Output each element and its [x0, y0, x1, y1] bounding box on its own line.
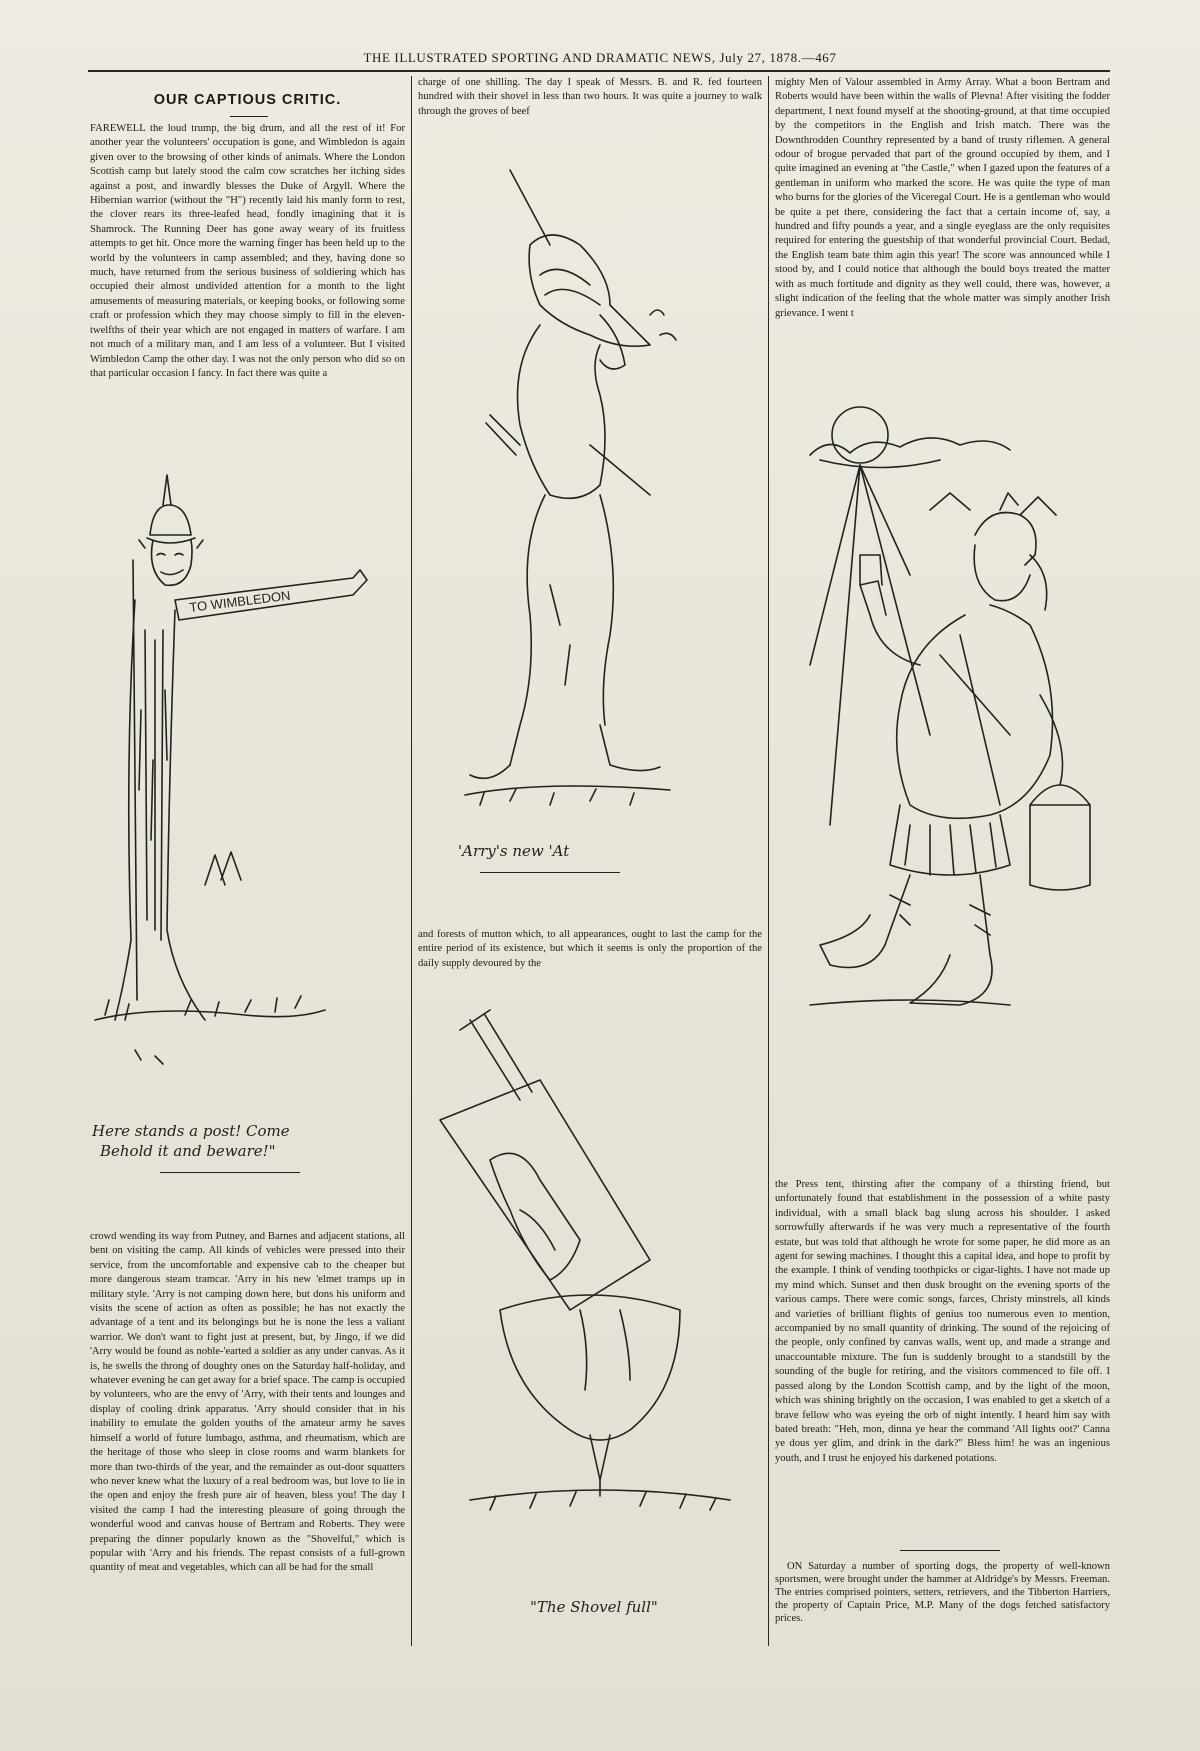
caption-arry: 'Arry's new 'At	[458, 842, 570, 860]
column-3-top-text	[775, 76, 1110, 321]
paragraph: the Press tent, thirsting after the company of a thirsting friend, but unfortunately found that establishment in the possession of a white pasty individual, with a small black bag slung across his shoulder. I asked sorrowfully afterwards if he was very much a representative of the fourth estate, but was told that although he wrote for some paper, he did more as an agent for sewing machines. I thought this a capital idea, and hope to profit by the example. I think of vending toothpicks or cigar-lights. I have not made up my mind which. Sunset and then dusk brought on the evening sports of the various camps. There were comic songs, farces, Christy minstrels, all kinds and varieties of brilliant flights of genius too numerous even to mention, accompanied by no small quantity of drinking. The sound of the rejoicing of the people, only confined by canvas walls, went up, and made a strange and unaccountable mixture. The fun is suddenly brought to a standstill by the sounding of the bugle for retiring, and the visitors commenced to file off. I passed along by the London Scottish camp, and by the light of the moon, which was shining brightly on the occasion, I was enabled to get a sketch of a brave fellow who was eyeing the orb of night intently. I heard him say with bated breath: "Heh, mon, dinna ye hear the command 'All lights oot?' Canna ye dous yer glim, and drink in the dark?" Bless him! he was an ingenious youth, and I trust he enjoyed his darkened potations.	[775, 1179, 1110, 1464]
column-1-top-text	[90, 122, 405, 381]
column-2-top-text	[418, 76, 762, 119]
caption-post-line-1: Here stands a post! Come	[92, 1122, 290, 1140]
article-title: OUR CAPTIOUS CRITIC.	[153, 92, 342, 108]
caption-rule	[480, 872, 620, 873]
section-rule	[900, 1550, 1000, 1551]
paragraph: FAREWELL the loud trump, the big drum, and all the rest of it! For another year the volunteers' occupation is gone, and Wimbledon is again given over to the browsing of other kinds of animals. Where the London Scottish camp but lately stood the calm cow scratches her itching sides against a post, and inwardly blesses the Duke of Argyll. Where the Hibernian warrior (without the "H") recently laid his manly form to rest, the clover rears its three-leafed head, fondly imagining that it is Shamrock. The Running Deer has gone away weary of its fruitless attempts to get hit. Once more the warning finger has been held up to the world by the volunteers in camp assembled; and they, having done so much, have returned from the serious business of soldiering which has occupied their almost undivided attention for a month to the light amusements of measuring materials, or keeping books, or following some craft or profession which they may choose simply to fill in the eleven-twelfths of their year which are not engaged in matters of warfare. I am not much of a military man, and I am less of a volunteer. But I visited Wimbledon Camp the other day. I was not the only person who did so on that particular occasion I fancy. In fact there was quite a	[90, 123, 405, 379]
column-divider-2	[768, 76, 769, 1646]
caption-post-line-2: Behold it and beware!"	[100, 1142, 276, 1160]
masthead: THE ILLUSTRATED SPORTING AND DRAMATIC NEWS, July 27, 1878.—467	[363, 50, 837, 65]
paragraph: mighty Men of Valour assembled in Army Array. What a boon Bertram and Roberts would have been within the walls of Plevna! After visiting the fodder department, I next found myself at the shooting-ground, at that time occupied by the competitors in the English and Irish match. There was the Downthrodden Counthry represented by a band of trusty riflemen. A general odour of brogue pervaded that part of the ground occupied by them, and I quite imagined an evening at "the Castle," when I gazed upon the features of a gentleman in uniform who marked the score. He was quite the type of man who burns for the glories of the Viceregal Court. He is a gentleman who would be quite a pet there, considering the fact that a certain income of, say, a hundred and fifty pounds a year, and a single eyeglass are the only requisites required for entering the guestship of that wonderful provincial Court. Bedad, the English team bate thim agin this year! The score was announced while I stood by, and I could notice that although the bould boys treated the matter with as much fortitude and dignity as they well could, there was, however, a slight indication of the feeling that the whole matter was simply another Irish grievance. I went t	[775, 77, 1110, 319]
column-1-bottom-text	[90, 1230, 405, 1576]
column-3-bottom-text	[775, 1178, 1110, 1466]
signpost-label: TO WIMBLEDON	[188, 587, 292, 615]
signpost-illustration	[95, 460, 395, 1100]
paragraph: crowd wending its way from Putney, and Barnes and adjacent stations, all bent on visiting the camp. All kinds of vehicles were pressed into their service, from the uncomfortable and expensive cab to the cheaper but more dangerous steam tramcar. 'Arry in his new 'elmet tramps up in military style. 'Arry is not camping down here, but dons his uniform and visits the scene of action as often as possible; he has not exactly the advantage of a tent and its belongings but he is none the less a valiant warrior. We don't want to fight just at present, but, by Jingo, if we did 'Arry would be found as noble-'earted a soldier as any under canvas. As it is, he swells the throng of doughty ones on the Saturday half-holiday, and whatever evening he can get away for a brief space. The camp is occupied by volunteers, who are the envy of 'Arry, with their tents and lounges and display of cooling drink apparatus. 'Arry should consider that in his inability to emulate the golden youths of the amateur army he saves himself a world of future lumbago, asthma, and rheumatism, which are the heritage of those who sleep in close rooms and warm blankets for more than two-thirds of the year, and the remainder as out-door squatters who never knew what the luxury of a real bedroom was, but love to lie in the open and enjoy the fresh pure air of heaven, bless you! The day I visited the camp I had the interesting pleasure of going through the wonderful wood and canvas house of Bertram and Roberts. They were preparing the dinner popularly known as the "Shovelful," which is popular with 'Arry and his friends. The repast consists of a full-grown quantity of meat and vegetables, which can all be had for the small	[90, 1231, 405, 1574]
column-divider-1	[411, 76, 412, 1646]
shovel-illustration	[430, 1010, 750, 1630]
paragraph: ON Saturday a number of sporting dogs, the property of well-known sportsmen, were brought under the hammer at Aldridge's by Messrs. Freeman. The entries comprised pointers, setters, retrievers, and the Tibberton Harriers, the property of Captain Price, M.P. Many of the dogs fetched satisfactory prices.	[775, 1561, 1110, 1624]
caption-shovel: "The Shovel full"	[530, 1598, 658, 1616]
column-2-mid-text	[418, 928, 762, 971]
arry-helmet-illustration	[450, 165, 750, 845]
masthead-rule	[88, 70, 1110, 72]
title-rule	[230, 116, 268, 117]
column-3-note	[775, 1560, 1110, 1625]
scottish-soldier-illustration	[790, 405, 1110, 1125]
paragraph: charge of one shilling. The day I speak of Messrs. B. and R. fed fourteen hundred with their shovel in less than two hours. It was quite a journey to walk through the groves of beef	[418, 77, 762, 117]
paragraph: and forests of mutton which, to all appearances, ought to last the camp for the entire period of its existence, but which it seems is only the proportion of the daily supply devoured by the	[418, 929, 762, 969]
caption-rule	[160, 1172, 300, 1173]
